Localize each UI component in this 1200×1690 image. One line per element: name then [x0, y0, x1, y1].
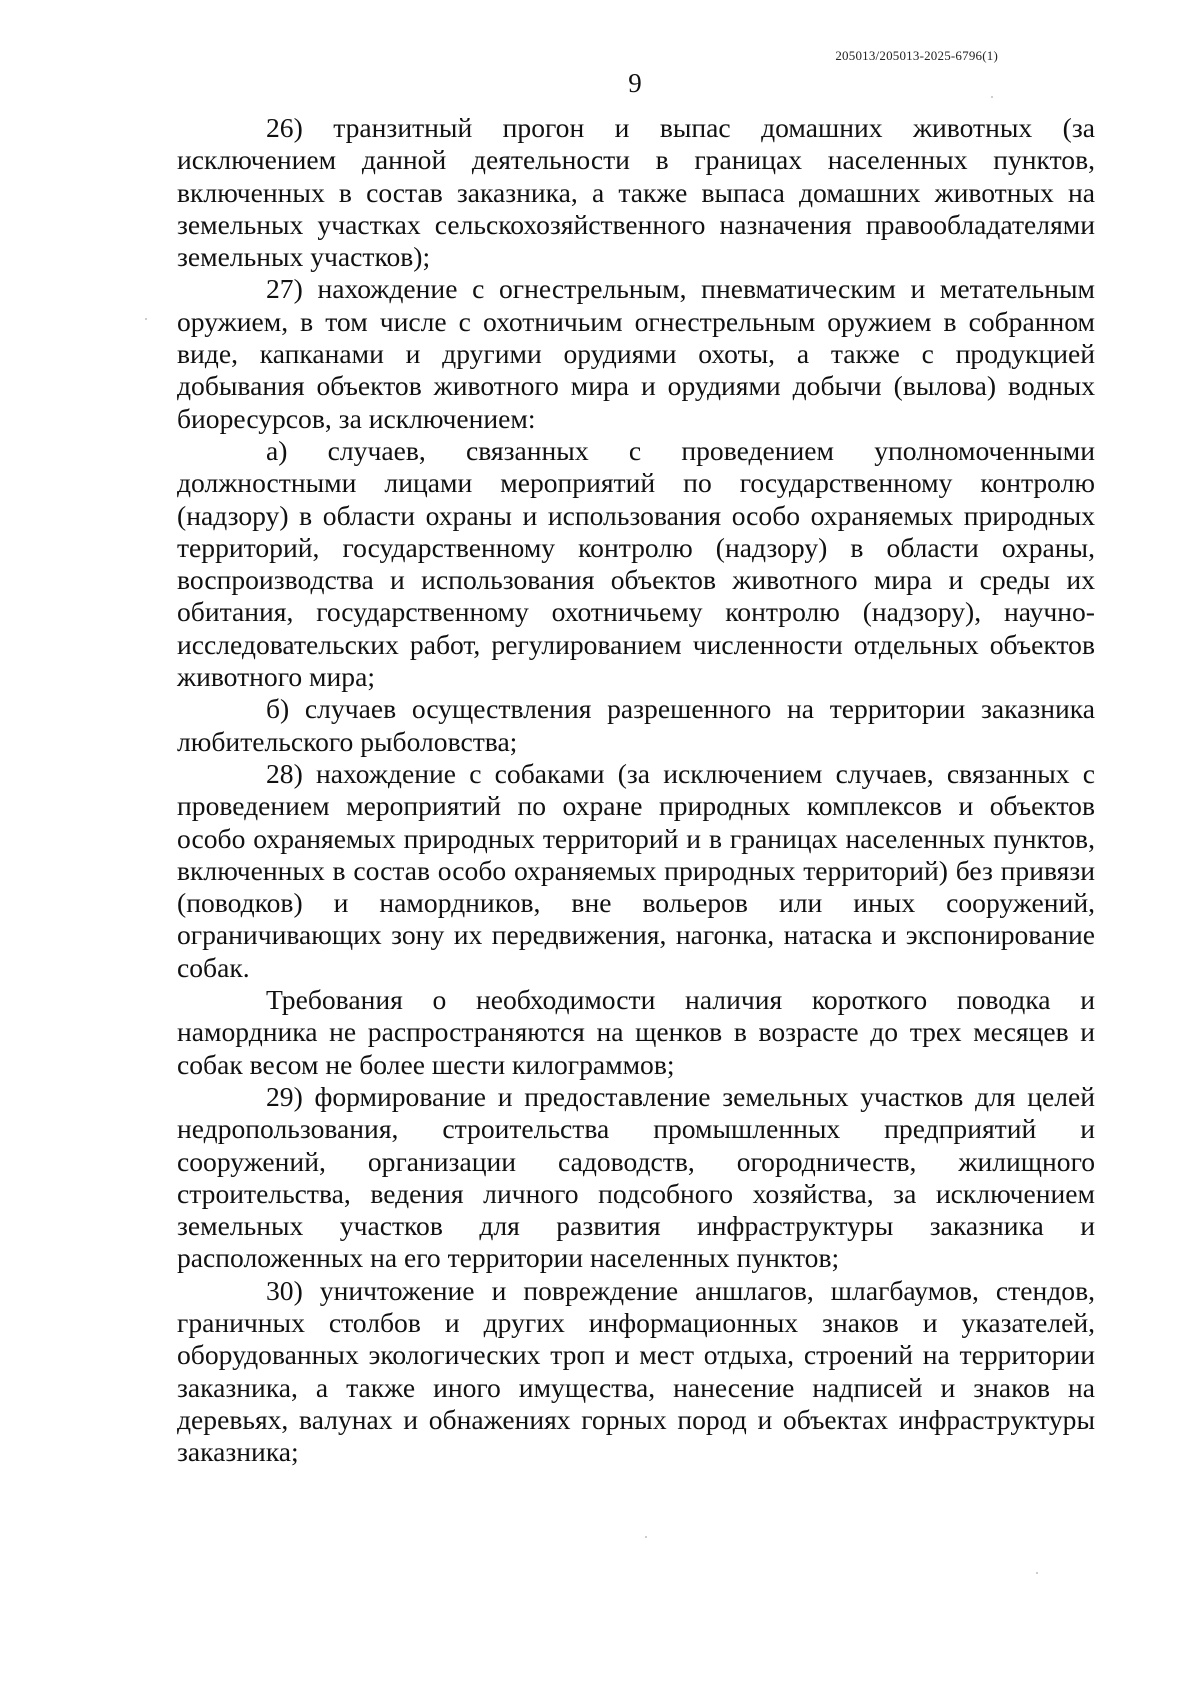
paragraph-27: 27) нахождение с огнестрельным, пневматическим и метательным оружием, в том числе с охотничьим огнестрельным оружием в собранном виде, капканами и другими орудиями охоты, а также с продукцией добывания объектов животного мира и орудиями добычи (вылова) водных биоресурсов, за исключением:	[177, 273, 1095, 434]
paragraph-27-b: б) случаев осуществления разрешенного на территории заказника любительского рыболовства;	[177, 693, 1095, 757]
paragraph-27-a: а) случаев, связанных с проведением уполномоченными должностными лицами мероприятий по государственному контролю (надзору) в области охраны и использования особо охраняемых природных территорий, государственному контролю (надзору) в области охраны, воспроизводства и использования объектов животного мира и среды их обитания, государственному охотничьему контролю (надзору), научно- исследовательских работ, регулированием численности отдельных объектов животного мира;	[177, 434, 1095, 693]
paragraph-28-requirements: Требования о необходимости наличия короткого поводка и намордника не распространяются на щенков в возрасте до трех месяцев и собак весом не более шести килограммов;	[177, 984, 1095, 1080]
document-id: 205013/205013-2025-6796(1)	[835, 48, 998, 63]
scan-speck	[1036, 1572, 1038, 1574]
paragraph-28: 28) нахождение с собаками (за исключением случаев, связанных с проведением мероприятий по охране природных комплексов и объектов особо охраняемых природных территорий и в границах населенных пунктов, включенных в состав особо охраняемых природных территорий) без привязи (поводков) и намордников, вне вольеров или иных сооружений, ограничивающих зону их передвижения, нагонка, натаска и экспонирование собак.	[177, 757, 1095, 983]
scan-speck	[145, 318, 147, 320]
paragraph-30: 30) уничтожение и повреждение аншлагов, шлагбаумов, стендов, граничных столбов и других информационных знаков и указателей, оборудованных экологических троп и мест отдыха, строений на территории заказника, а также иного имущества, нанесение надписей и знаков на деревьях, валунах и обнажениях горных пород и объектах инфраструктуры заказника;	[177, 1274, 1095, 1468]
paragraph-26: 26) транзитный прогон и выпас домашних животных (за исключением данной деятельности в границах населенных пунктов, включенных в состав заказника, а также выпаса домашних животных на земельных участках сельскохозяйственного назначения правообладателями земельных участков);	[177, 112, 1095, 273]
scan-speck	[645, 1536, 647, 1538]
paragraph-29: 29) формирование и предоставление земельных участков для целей недропользования, строительства промышленных предприятий и сооружений, организации садоводств, огородничеств, жилищного строительства, ведения личного подсобного хозяйства, за исключением земельных участков для развития инфраструктуры заказника и расположенных на его территории населенных пунктов;	[177, 1080, 1095, 1274]
page-number: 9	[628, 68, 642, 98]
scan-speck	[991, 96, 993, 98]
document-body	[177, 112, 1095, 1468]
